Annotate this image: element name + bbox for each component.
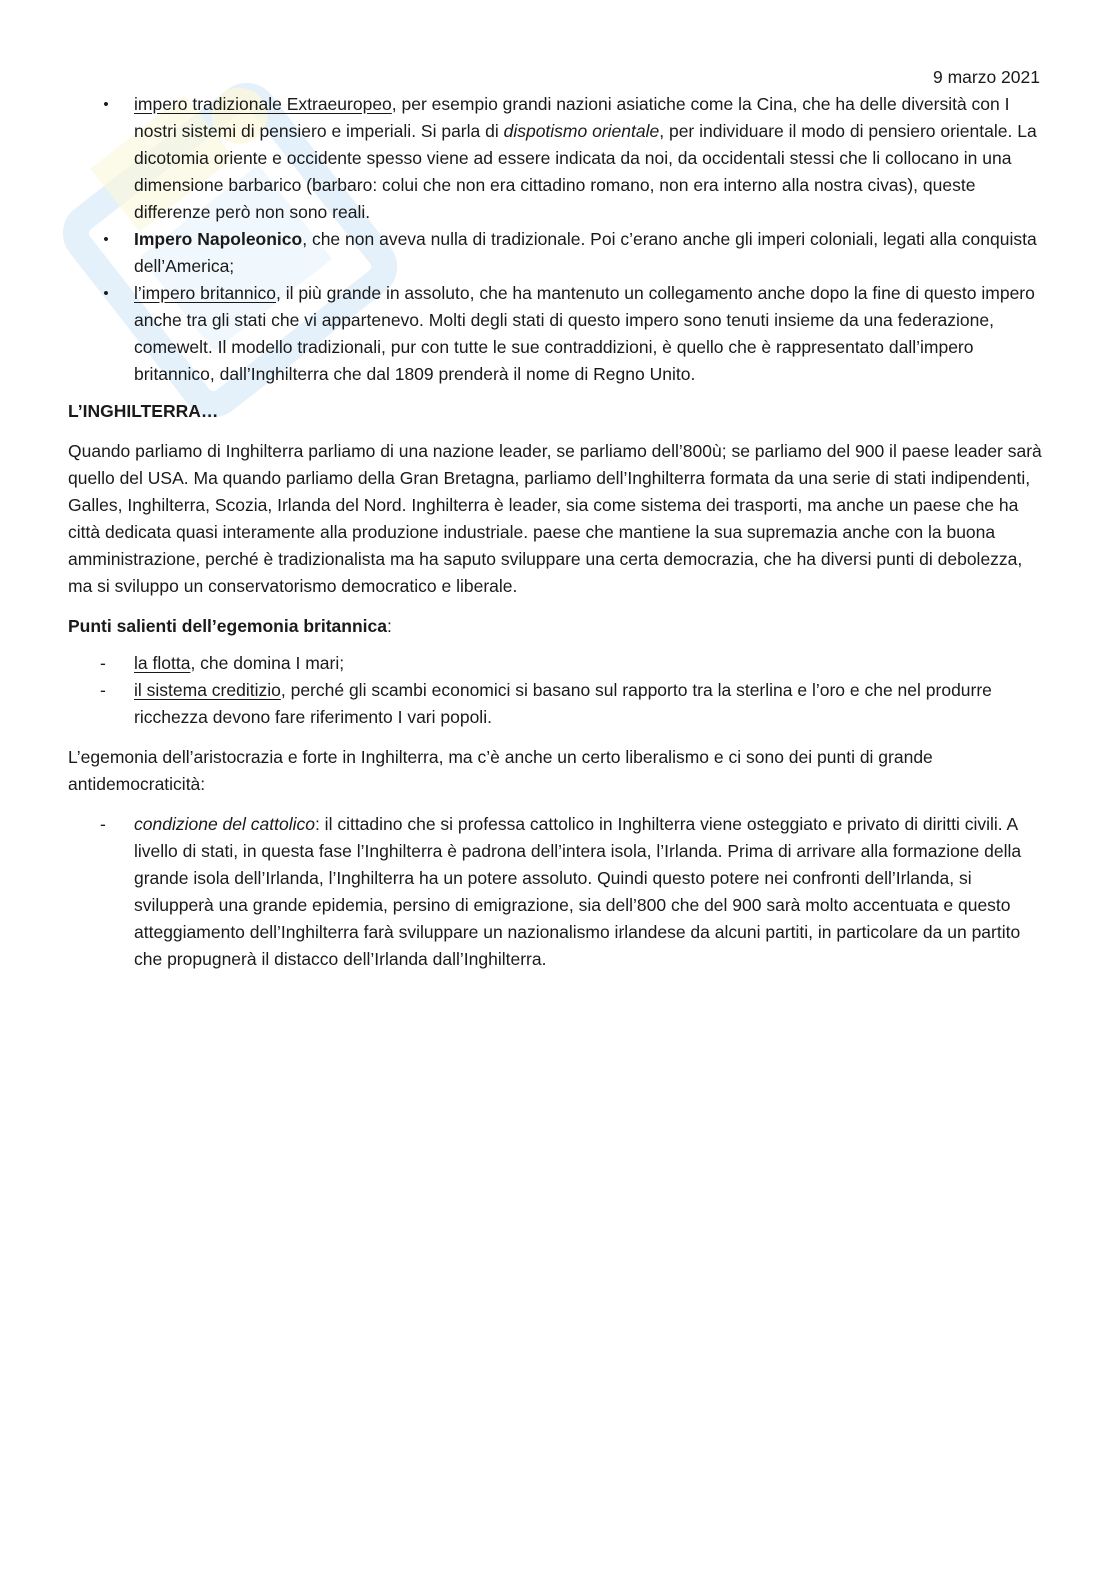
- bullet-icon: •: [103, 285, 109, 302]
- item-lead: la flotta: [134, 653, 191, 673]
- dash-marker: -: [100, 814, 106, 834]
- list-item: [68, 280, 1044, 388]
- item-lead: impero tradizionale Extraeuropeo: [134, 94, 392, 114]
- item-lead: condizione del cattolico: [134, 814, 315, 834]
- item-text: , il più grande in assoluto, che ha mantenuto un collegamento anche dopo la fine di questo impero anche tra gli stati che vi appartenevo. Molti degli stati di questo impero sono tenuti insieme da una federazione, comewelt. Il modello tradizionali, pur con tutte le sue contraddizioni, è quello che è rappresentato dall’impero britannico, dall’Inghilterra che dal 1809 prenderà il nome di Regno Unito.: [134, 283, 1035, 384]
- egemonia-paragraph: L’egemonia dell’aristocrazia e forte in Inghilterra, ma c’è anche un certo liberalismo e ci sono dei punti di grande antidemocraticità:: [68, 747, 933, 794]
- item-text: , che non aveva nulla di tradizionale. Poi c’erano anche gli imperi coloniali, legati alla conquista dell’America;: [134, 229, 1037, 276]
- egemonia-list: [68, 811, 1044, 973]
- section-paragraph: Quando parliamo di Inghilterra parliamo di una nazione leader, se parliamo dell’800ù; se parliamo del 900 il paese leader sarà quello del USA. Ma quando parliamo della Gran Bretagna, parliamo dell’Inghilterra formata da una serie di stati indipendenti, Galles, Inghilterra, Scozia, Irlanda del Nord. Inghilterra è leader, sia come sistema dei trasporti, ma anche un paese che ha città dedicata quasi interamente alla produzione industriale. paese che mantiene la sua supremazia anche con la buona amministrazione, perché è tradizionalista ma ha saputo sviluppare una certa democrazia, che ha diversi punti di debolezza, ma si sviluppo un conservatorismo democratico e liberale.: [68, 441, 1042, 596]
- list-item: [68, 677, 1044, 731]
- punti-heading-line: [68, 613, 1044, 640]
- list-item: [68, 226, 1044, 280]
- document-page: [68, 64, 1044, 973]
- item-text: , per individuare il modo di pensiero orientale. La dicotomia oriente e occidente spesso viene ad essere indicata da noi, da occidentali stessi che li collocano in una dimensione barbarico (barbaro: colui che non era cittadino romano, non era interno alla nostra civas), queste differenze però non sono reali.: [134, 121, 1037, 222]
- item-text: , perché gli scambi economici si basano sul rapporto tra la sterlina e l’oro e che nel produrre ricchezza devono fare riferimento I vari popoli.: [134, 680, 992, 727]
- list-item: [68, 650, 1044, 677]
- item-lead: il sistema creditizio: [134, 680, 281, 700]
- bullet-icon: •: [103, 96, 109, 113]
- item-lead: l’impero britannico: [134, 283, 277, 303]
- item-lead: Impero Napoleonico: [134, 229, 303, 249]
- empire-types-list: [68, 91, 1044, 388]
- item-text: : il cittadino che si professa cattolico in Inghilterra viene osteggiato e privato di diritti civili. A livello di stati, in questa fase l’Inghilterra è padrona dell’intera isola, l’Irlanda. Prima di arrivare alla formazione della grande isola dell’Irlanda, l’Inghilterra ha un potere assoluto. Quindi questo potere nei confronti dell’Irlanda, si svilupperà una grande epidemia, persino di emigrazione, sia dell’800 che del 900 sarà molto accentuata e questo atteggiamento dell’Inghilterra farà sviluppare un nazionalismo irlandese da alcuni partiti, in particolare da un partito che propugnerà il distacco dell’Irlanda dall’Inghilterra.: [134, 814, 1022, 969]
- list-item: [68, 91, 1044, 226]
- dash-marker: -: [100, 653, 106, 673]
- list-item: [68, 811, 1044, 973]
- bullet-icon: •: [103, 231, 109, 248]
- punti-list: [68, 650, 1044, 731]
- item-text: , che domina I mari;: [190, 653, 345, 673]
- punti-heading: Punti salienti dell’egemonia britannica: [68, 616, 387, 636]
- punti-colon: :: [386, 616, 392, 636]
- item-text: , per esempio grandi nazioni asiatiche come la Cina, che ha delle diversità con I nostri sistemi di pensiero e imperiali. Si parla di: [134, 94, 1010, 141]
- dash-marker: -: [100, 680, 106, 700]
- section-heading: L’INGHILTERRA…: [68, 401, 219, 421]
- item-italic: dispotismo orientale: [503, 121, 660, 141]
- document-date: 9 marzo 2021: [932, 67, 1040, 87]
